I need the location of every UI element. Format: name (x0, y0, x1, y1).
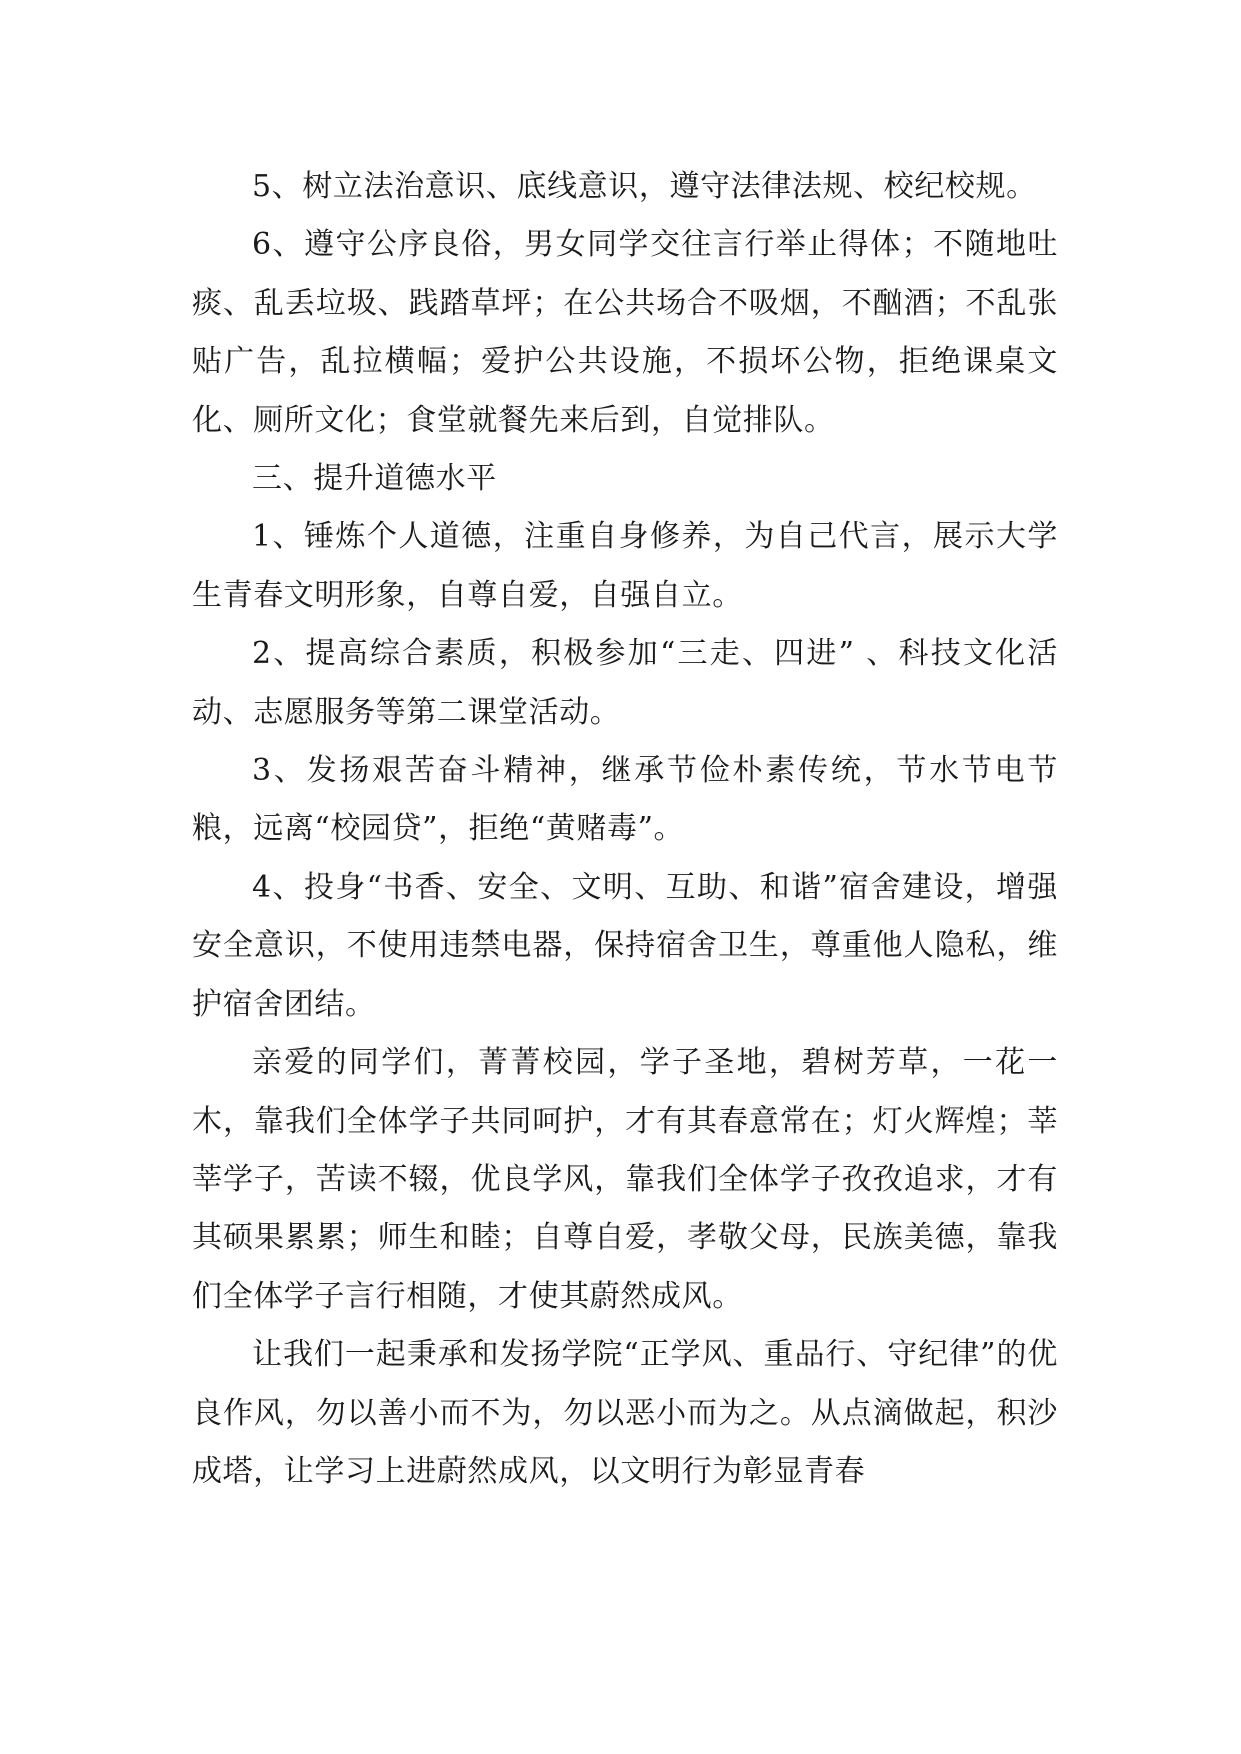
paragraph-item-2: 2、提高综合素质，积极参加“三走、四进” 、科技文化活动、志愿服务等第二课堂活动。 (192, 636, 1058, 730)
paragraph-closing-2: 让我们一起秉承和发扬学院“正学风、重品行、守纪律”的优良作风，勿以善小而不为，勿以恶小而为之。从点滴做起，积沙成塔，让学习上进蔚然成风，以文明行为彰显青春 (192, 1337, 1058, 1489)
paragraph-item-5: 5、树立法治意识、底线意识，遵守法律法规、校纪校规。 (252, 169, 1037, 204)
document-body (192, 158, 1058, 1501)
paragraph-item-6: 6、遵守公序良俗，男女同学交往言行举止得体；不随地吐痰、乱丢垃圾、践踏草坪；在公共场合不吸烟，不酗酒；不乱张贴广告，乱拉横幅；爱护公共设施，不损坏公物，拒绝课桌文化、厕所文化；食堂就餐先来后到，自觉排队。 (192, 227, 1058, 438)
paragraph-item-1: 1、锤炼个人道德，注重自身修养，为自己代言，展示大学生青春文明形象，自尊自爱，自强自立。 (192, 519, 1058, 613)
paragraph-item-4: 4、投身“书香、安全、文明、互助、和谐”宿舍建设，增强安全意识，不使用违禁电器，保持宿舍卫生，尊重他人隐私，维护宿舍团结。 (192, 869, 1058, 1022)
paragraph-item-3: 3、发扬艰苦奋斗精神，继承节俭朴素传统，节水节电节粮，远离“校园贷”，拒绝“黄赌毒”。 (192, 753, 1058, 847)
paragraph-closing-1: 亲爱的同学们，菁菁校园，学子圣地，碧树芳草，一花一木，靠我们全体学子共同呵护，才有其春意常在；灯火辉煌；莘莘学子，苦读不辍，优良学风，靠我们全体学子孜孜追求，才有其硕果累累；师生和睦；自尊自爱，孝敬父母，民族美德，靠我们全体学子言行相随，才使其蔚然成风。 (192, 1045, 1058, 1314)
section-heading-3: 三、提升道德水平 (252, 461, 497, 497)
